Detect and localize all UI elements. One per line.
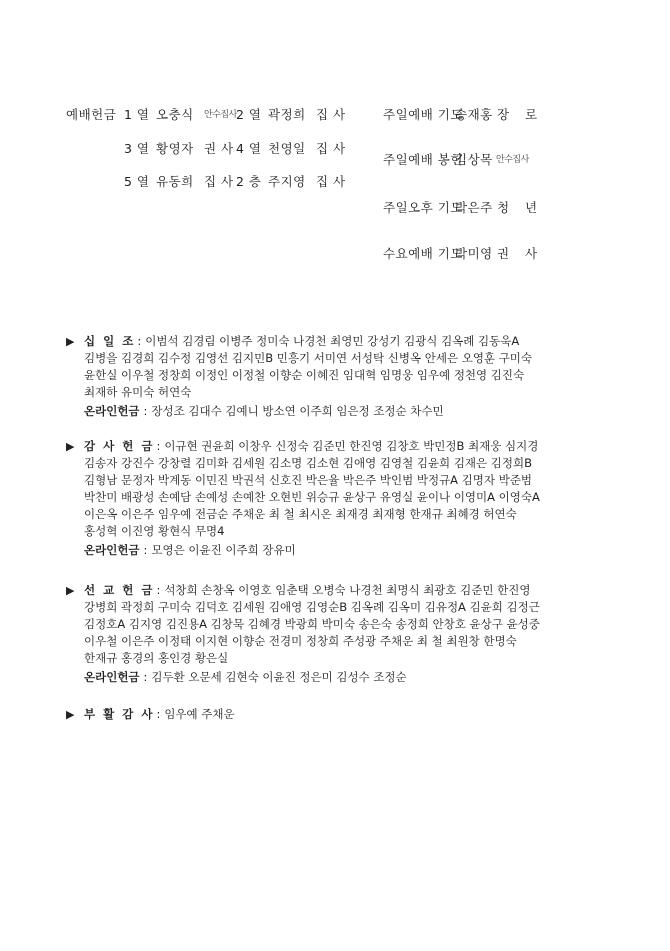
online-offering-line	[66, 403, 532, 420]
arrow-bullet-icon: ▶	[66, 584, 75, 597]
usher-role: 권 사	[204, 141, 234, 156]
section-label: 십 일 조	[84, 334, 136, 348]
usher-position: 5 열	[124, 174, 150, 189]
online-names: 모영은 이윤진 이주희 장유미	[151, 543, 296, 557]
section-names: 이규현 권윤희 이창우 신정숙 김준민 한진영 김창호 박민정B 최재웅 심지경	[164, 439, 539, 453]
section-first-line	[66, 582, 540, 599]
usher-name: 곽정희	[268, 107, 306, 122]
section-separator: :	[156, 439, 161, 453]
usher-role: 집 사	[316, 107, 346, 122]
names-line: 윤한실 이우철 정창희 이정인 이정철 이향순 이혜진 임대혁 임명웅 임우예 정천영 김진숙	[84, 368, 525, 382]
offering-section	[66, 438, 540, 559]
online-offering-line	[66, 669, 540, 686]
usher-role: 집 사	[204, 174, 234, 189]
prayer-role: 청 년	[497, 200, 544, 215]
section-first-line	[66, 333, 532, 350]
usher-role: 집 사	[316, 141, 346, 156]
usher-position: 4 열	[236, 141, 262, 156]
online-names: 장성조 김대수 김예니 방소연 이주희 임은정 조정순 차수민	[151, 404, 444, 418]
names-line: 최재하 유미숙 허연숙	[84, 385, 192, 399]
section-label: 감 사 헌 금	[84, 439, 155, 453]
section-separator: :	[156, 707, 161, 721]
offering-section	[66, 706, 235, 723]
arrow-bullet-icon: ▶	[66, 335, 75, 348]
usher-name: 천영일	[268, 141, 306, 156]
online-offering-line	[66, 542, 540, 559]
names-line: 한재규 홍경의 홍인경 황은실	[84, 651, 229, 665]
online-label: 온라인헌금	[84, 404, 140, 418]
names-line: 김송자 강진수 강창렬 김미화 김세원 김소명 김소현 김애영 김영철 김윤희 김재은 김정희B	[84, 456, 533, 470]
usher-role: 집 사	[316, 174, 346, 189]
prayer-name: 송재홍	[455, 107, 493, 122]
names-line: 이은옥 이은주 임우예 전금순 주채운 최 철 최시온 최재경 최재형 한재규 최혜경 허연숙	[84, 507, 517, 521]
prayer-label: 주일예배 기도	[383, 107, 463, 122]
section-first-line	[66, 706, 235, 723]
names-line: 이우철 이은주 이정태 이지현 이향순 전경미 정창희 주성광 주채운 최 철 최원창 한명숙	[84, 634, 517, 648]
section-separator: :	[137, 334, 142, 348]
prayer-label: 수요예배 기도	[383, 246, 463, 261]
online-separator: :	[143, 670, 148, 684]
online-separator: :	[143, 404, 148, 418]
names-line: 김정호A 김지영 김진용A 김창묵 김혜경 박광희 박미숙 송은숙 송정희 안창호 윤상구 윤성중	[84, 617, 540, 631]
arrow-bullet-icon: ▶	[66, 708, 75, 721]
usher-name: 오충식	[156, 107, 194, 122]
usher-name: 유동희	[156, 174, 194, 189]
prayer-role: 권 사	[497, 246, 544, 261]
section-names: 이범석 김경림 이병주 정미숙 나경천 최영민 강성기 김광식 김옥례 김동욱A	[145, 334, 520, 348]
usher-position: 1 열	[124, 107, 150, 122]
names-line: 강병희 곽정희 구미숙 김덕호 김세원 김애영 김영순B 김옥례 김옥미 김유정A 김윤희 김정근	[84, 600, 540, 614]
names-line: 박찬미 배광성 손예담 손예성 손예찬 오현빈 위승규 윤상구 유영실 윤이나 이영미A 이영숙A	[84, 490, 540, 504]
usher-name: 황영자	[156, 141, 194, 156]
section-label: 선 교 헌 금	[84, 583, 155, 597]
usher-position: 2 열	[236, 107, 262, 122]
offering-title: 예배헌금	[66, 107, 117, 122]
prayer-label: 주일예배 봉헌	[383, 152, 463, 167]
prayer-name: 김상목	[455, 152, 493, 167]
usher-position: 2 층	[236, 174, 262, 189]
prayer-name: 박은주	[455, 200, 493, 215]
prayer-name: 박미영	[455, 246, 493, 261]
section-separator: :	[156, 583, 161, 597]
online-separator: :	[143, 543, 148, 557]
names-line: 김병을 김경희 김수정 김영선 김지민B 민흥기 서미연 서성탁 신병옥 안세은 오영훈 구미숙	[84, 351, 533, 365]
online-label: 온라인헌금	[84, 543, 140, 557]
prayer-role: 안수집사	[496, 155, 529, 165]
usher-role: 안수집사	[204, 110, 237, 120]
section-first-line	[66, 438, 540, 455]
usher-name: 주지영	[268, 174, 306, 189]
prayer-role: 장 로	[497, 107, 544, 122]
names-line: 김형남 문정자 박계동 이민진 박권석 신호진 박은율 박은주 박인범 박정규A 김명자 박준범	[84, 473, 532, 487]
prayer-label: 주일오후 기도	[383, 200, 463, 215]
section-names: 석창희 손창옥 이영호 임춘택 오병숙 나경천 최명식 최광호 김준민 한진영	[164, 583, 531, 597]
online-names: 김두환 오문세 김현숙 이윤진 정은미 김성수 조정순	[151, 670, 407, 684]
offering-section	[66, 333, 532, 420]
usher-position: 3 열	[124, 141, 150, 156]
section-names: 임우예 주채운	[164, 707, 235, 721]
section-label: 부 활 감 사	[84, 707, 155, 721]
online-label: 온라인헌금	[84, 670, 140, 684]
offering-section	[66, 582, 540, 686]
arrow-bullet-icon: ▶	[66, 440, 75, 453]
names-line: 홍성혁 이진영 황현식 무명4	[84, 524, 225, 538]
